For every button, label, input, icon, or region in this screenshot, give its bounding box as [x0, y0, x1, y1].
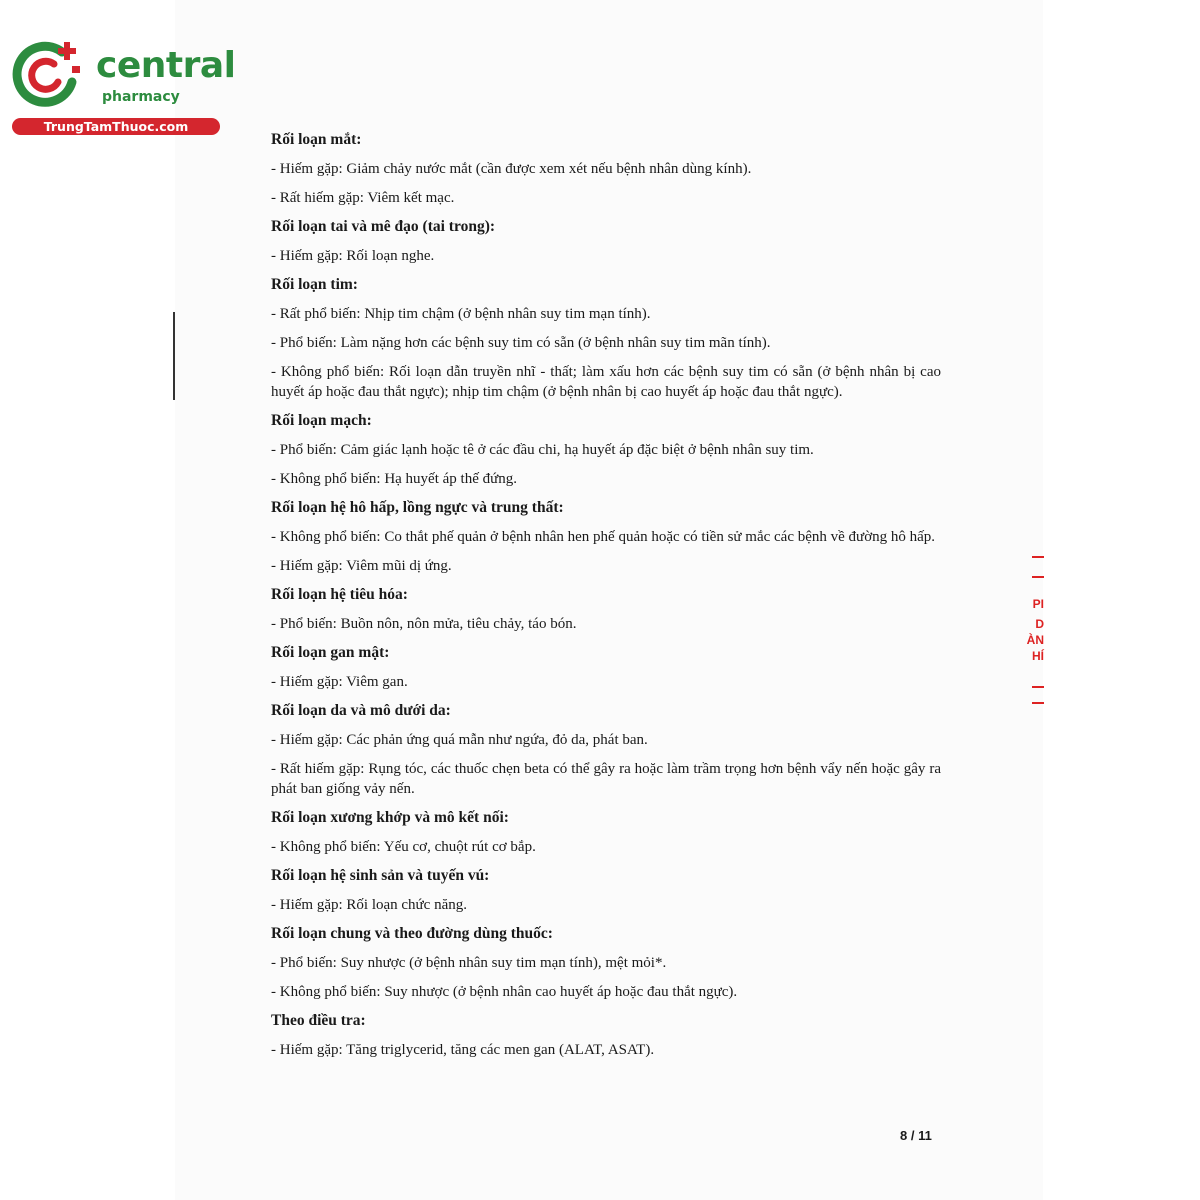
- section-item: - Phổ biến: Cảm giác lạnh hoặc tê ở các đầu chi, hạ huyết áp đặc biệt ở bệnh nhân suy tim.: [271, 442, 814, 458]
- section-item: - Hiếm gặp: Tăng triglycerid, tăng các men gan (ALAT, ASAT).: [271, 1042, 655, 1058]
- section-item: - Rất hiếm gặp: Viêm kết mạc.: [271, 190, 455, 206]
- section-item: - Hiếm gặp: Rối loạn nghe.: [271, 248, 435, 264]
- section-item: - Phổ biến: Buồn nôn, nôn mửa, tiêu chảy, táo bón.: [271, 616, 577, 632]
- stamp-line: [1032, 556, 1044, 558]
- stamp-line: [1032, 702, 1044, 704]
- stamp-text: ÀN: [1026, 633, 1044, 647]
- central-pharmacy-logo[interactable]: [10, 38, 236, 138]
- section-heading: Rối loạn gan mật:: [271, 644, 390, 661]
- section-heading: Rối loạn da và mô dưới da:: [271, 702, 451, 719]
- section-heading: Rối loạn tai và mê đạo (tai trong):: [271, 218, 496, 235]
- section-heading: Theo điều tra:: [271, 1012, 366, 1029]
- logo-subtitle: pharmacy: [102, 89, 180, 105]
- section-heading: Rối loạn mắt:: [271, 131, 362, 148]
- pharmacy-cross-logo-icon: [10, 38, 82, 110]
- section-heading: Rối loạn xương khớp và mô kết nối:: [271, 809, 509, 826]
- section-item: - Không phổ biến: Hạ huyết áp thế đứng.: [271, 471, 517, 487]
- section-item: - Hiếm gặp: Rối loạn chức năng.: [271, 897, 467, 913]
- section-item: - Không phổ biến: Yếu cơ, chuột rút cơ bắp.: [271, 839, 536, 855]
- section-item: - Phổ biến: Làm nặng hơn các bệnh suy tim có sẵn (ở bệnh nhân suy tim mãn tính).: [271, 335, 771, 351]
- stamp-line: [1032, 686, 1044, 688]
- document-body: [271, 130, 941, 1069]
- logo-site-link[interactable]: TrungTamThuoc.com: [12, 118, 220, 135]
- margin-rule: [173, 312, 175, 400]
- stamp-text: PI: [1032, 597, 1044, 611]
- stamp-text: HÍ: [1032, 649, 1044, 663]
- stamp-text: D: [1035, 617, 1044, 631]
- section-item: - Hiếm gặp: Viêm mũi dị ứng.: [271, 558, 452, 574]
- section-heading: Rối loạn hệ sinh sản và tuyến vú:: [271, 867, 490, 884]
- section-item: - Rất hiếm gặp: Rụng tóc, các thuốc chẹn beta có thể gây ra hoặc làm trầm trọng hơn bệnh vẩy nến hoặc gây ra phát ban giống vảy nến.: [271, 761, 941, 797]
- section-item: - Không phổ biến: Rối loạn dẫn truyền nhĩ - thất; làm xấu hơn các bệnh suy tim có sẵn (ở bệnh nhân bị cao huyết áp hoặc đau thắt ngực); nhịp tim chậm (ở bệnh nhân bị cao huyết áp hoặc đau thắt ngực).: [271, 364, 941, 400]
- stamp-line: [1032, 576, 1044, 578]
- red-stamp-fragment: [1026, 552, 1044, 712]
- section-item: - Hiếm gặp: Các phản ứng quá mẫn như ngứa, đỏ da, phát ban.: [271, 732, 648, 748]
- section-heading: Rối loạn tim:: [271, 276, 358, 293]
- section-heading: Rối loạn hệ tiêu hóa:: [271, 586, 408, 603]
- logo-wordmark: central: [96, 45, 236, 86]
- section-heading: Rối loạn hệ hô hấp, lồng ngực và trung thất:: [271, 499, 564, 516]
- page-number: 8 / 11: [900, 1128, 932, 1143]
- section-item: - Hiếm gặp: Giảm chảy nước mắt (cần được xem xét nếu bệnh nhân dùng kính).: [271, 161, 752, 177]
- section-heading: Rối loạn chung và theo đường dùng thuốc:: [271, 925, 553, 942]
- section-item: - Không phổ biến: Co thắt phế quản ở bệnh nhân hen phế quản hoặc có tiền sử mắc các bệnh về đường hô hấp.: [271, 529, 936, 545]
- section-item: - Hiếm gặp: Viêm gan.: [271, 674, 408, 690]
- section-item: - Phổ biến: Suy nhược (ở bệnh nhân suy tim mạn tính), mệt mỏi*.: [271, 955, 667, 971]
- section-heading: Rối loạn mạch:: [271, 412, 372, 429]
- section-item: - Rất phổ biến: Nhịp tim chậm (ở bệnh nhân suy tim mạn tính).: [271, 306, 651, 322]
- section-item: - Không phổ biến: Suy nhược (ở bệnh nhân cao huyết áp hoặc đau thắt ngực).: [271, 984, 738, 1000]
